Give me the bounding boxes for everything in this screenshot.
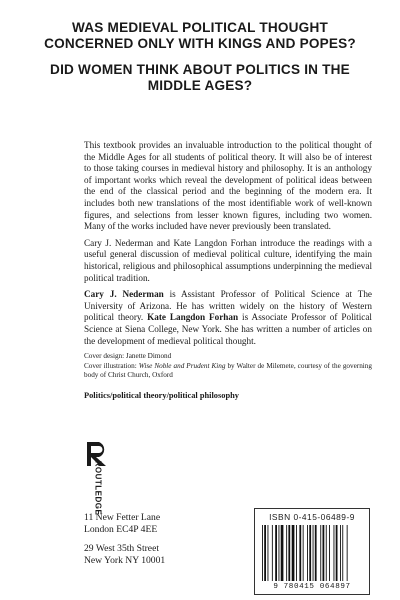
blurb (84, 140, 372, 407)
subject-category: Politics/political theory/political philosophy (84, 391, 239, 401)
barcode-icon (262, 525, 362, 581)
address-uk-line1: 11 New Fetter Lane (84, 512, 161, 523)
address-uk-line2: London EC4P 4EE (84, 523, 158, 535)
address-us (84, 543, 234, 566)
headline-block (40, 20, 360, 94)
publisher-address (84, 512, 234, 574)
headline-question-1: WAS MEDIEVAL POLITICAL THOUGHT CONCERNED ONLY WITH KINGS AND POPES? (44, 20, 356, 51)
headline-question-2: DID WOMEN THINK ABOUT POLITICS IN THE MIDDLE AGES? (50, 62, 350, 93)
blurb-paragraph-2: Cary J. Nederman and Kate Langdon Forhan introduce the readings with a useful general discussion of medieval political culture, identifying the main historical, religious and philosophical assumptions underpinning the medieval political tradition. (84, 237, 372, 283)
author-bio-text-1: is Assistant Professor of Political Science at The University of Arizona. He has written widely on the history of Western political theory. (84, 289, 372, 323)
address-uk (84, 512, 234, 535)
author-bio-text-2: is Associate Professor of Political Science at Siena College, New York. She has written a number of articles on the development of medieval political thought. (84, 312, 372, 346)
barcode-digits: 9 780415 064897 (273, 583, 351, 591)
illustration-title: Wise Noble and Prudent King (138, 361, 226, 370)
publisher-logo (84, 440, 112, 516)
author-name-2: Kate Langdon Forhan (147, 312, 239, 323)
isbn-barcode-box (254, 508, 370, 595)
illustration-suffix: by Walter de Milemete, courtesy of the governing body of Christ Church, Oxford (84, 361, 372, 379)
isbn-label: ISBN 0-415-06489-9 (269, 512, 355, 522)
author-bio (84, 289, 372, 347)
blurb-paragraph-1: This textbook provides an invaluable introduction to the political thought of the Middle Ages for all students of political theory. It will also be of interest to those taking courses in medieval history and philosophy. It is an anthology of important works which reveal the development of political ideas between the end of the classical period and the beginning of the modern era. It includes both new translations of the most identifiable work of well-known figures, and selections from lesser known figures, including two women. Many of the works included have never previously been translated. (84, 140, 372, 232)
address-us-line1: 29 West 35th Street (84, 543, 159, 555)
illustration-prefix: Cover illustration: (84, 361, 139, 370)
cover-design-credit: Cover design: Janette Dimond (84, 352, 172, 361)
author-name-1: Cary J. Nederman (84, 289, 164, 300)
cover-illustration-credit (84, 362, 372, 381)
publisher-name: ROUTLEDGE (93, 460, 103, 516)
address-us-line2: New York NY 10001 (84, 554, 166, 566)
